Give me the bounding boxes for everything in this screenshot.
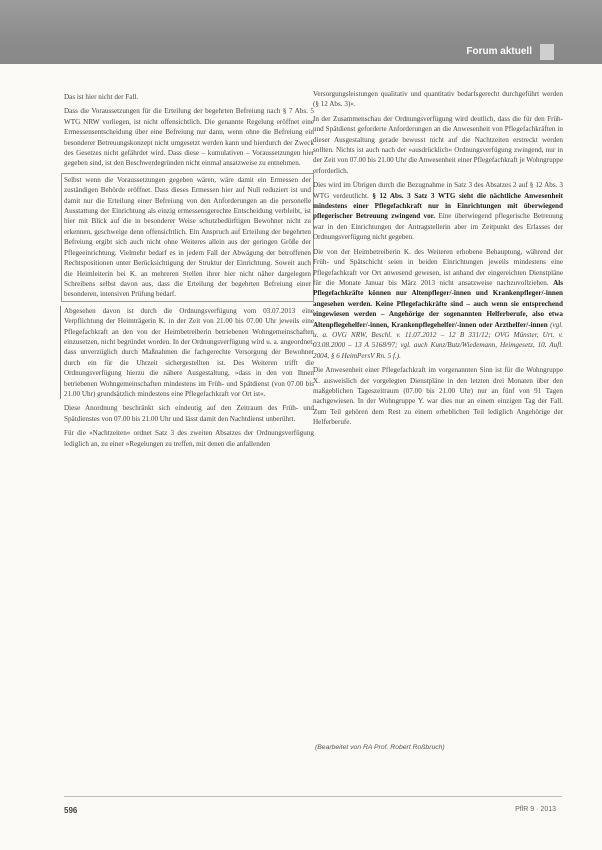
- text-segment: Die von der Heimbetreiberin K. des Weiteren erhobene Behauptung, während der Früh- und Spätschicht seien in beiden Einrichtungen jeweils mindestens eine Pflegefachkraft vor Ort anwesend gewesen, ist anhand der eingereichten Dienstpläne für die Monate Januar bis März 2013 nicht ansatzweise nachzuvollziehen.: [313, 247, 563, 287]
- paragraph: Dass die Voraussetzungen für die Erteilung der begehrten Befreiung nach § 7 Abs. 5 WTG NRW vorliegen, ist nicht offensichtlich. Die genannte Regelung eröffnet eine Ermessensentscheidung über eine Befreiung nur dann, wenn ohne die Befreiung ein besonderer Betreuungskonzept nicht umgesetzt werden kann und hierdurch der Zweck des Gesetzes nicht gefährdet wird. Dass diese – kumulativen – Voraussetzungen hier gegeben sind, ist den Beschwerdegründen nicht einmal ansatzweise zu entnehmen.: [64, 107, 314, 168]
- right-column: [313, 89, 563, 432]
- left-column: [64, 92, 314, 453]
- paragraph: In der Zusammenschau der Ordnungsverfügung wird deutlich, dass die für den Früh- und Spätdienst geforderte Anforderungen an die Anwesenheit von Pflegefachkräften in dieser Ausgestaltung gerade bewusst nicht auf die Nachtzeiten erstreckt werden sollten. Nichts ist auch nach der »ausdrücklich« Ordnungsverfügung zwingend, nur in der Zeit von 07.00 bis 21.00 Uhr die Anwesenheit einer Pflegefachkraft je Wohngruppe erforderlich.: [313, 114, 563, 175]
- text-segment: (vgl. u. a. OVG NRW, Beschl. v. 11.07.2012 – 12 B 331/12; OVG Münster, Urt. v. 03.08.2000 – 13 A 5168/97; vgl. auch Kunz/Butz/Wiedemann, Heimgesetz, 10. Aufl. 2004, § 6 HeimPersV Rn. 5 f.).: [313, 320, 563, 360]
- paragraph: Abgesehen davon ist durch die Ordnungsverfügung vom 03.07.2013 eine Verpflichtung der Heimträgerin K. in der Zeit von 21.00 bis 07.00 Uhr jeweils eine Pflegefachkraft an den von der Heimbetreiberin betriebenen Wohngemeinschaften einzusetzen, nicht begründet worden. In der Ordnungsverfügung wird u. a. angeordnet, dass unverzüglich durch Maßnahmen die fachgerechte Versorgung der Bewohner durch ein für die Uhrzeit sichergestellten ist. Des Weiteren trifft die Ordnungsverfügung hierzu die nähere Ausgestaltung, »dass in den von Ihnen betriebenen Wohngemeinschaften mindestens im Früh- und Spätdienst (von 07.00 bis 21.00 Uhr) grundsätzlich mindestens eine Pflegefachkraft vor Ort ist«.: [60, 306, 314, 400]
- paragraph: Selbst wenn die Voraussetzungen gegeben wären, wäre damit ein Ermessen der zuständigen Behörde eröffnet. Dass dieses Ermessen hier auf Null reduziert ist und damit nur die Erteilung einer Befreiung von den Anforderungen an die personelle Ausstattung der Einrichtung als einzig ermessensgerechte Entscheidung verbleibt, ist hier mit Blick auf die in besonderer Weise schutzbedürftigen Bewohner nicht zu erkennen, geschweige denn offensichtlich. Ein Anspruch auf Erteilung der begehrten Befreiung ergibt sich auch nicht ohne Weiteres allein aus der geringen Größe der Pflegeeinrichtung. Vielmehr bedarf es in jedem Fall der Abwägung der betroffenen Rechtspositionen unter Berücksichtigung der Struktur der Einrichtung. Soweit auch die Heimleiterin bei K. an mehreren Stellen ihrer hier nicht näher dargelegten Schreibens selbst davon aus, dass die Erteilung der begehrten Befreiung einer besonderen, intensiven Prüfung bedarf.: [61, 173, 314, 302]
- bold-text-segment: § 12 Abs. 3 Satz 3 WTG sieht die nächtliche Anwesenheit mindestens einer Pflegefachkraft nur in Einrichtungen mit überwiegend pflegerischer Betreuung zwingend vor.: [313, 191, 563, 221]
- section-title: Forum aktuell: [466, 46, 532, 57]
- footer-rule: [64, 796, 562, 797]
- text-segment: Eine überwiegend pflegerische Betreuung war in den Einrichtungen der Antragstellerin aber im Zeitpunkt des Erlasses der Ordnungsverfügung nicht gegeben.: [313, 212, 563, 242]
- section-marker: [540, 44, 554, 60]
- journal-reference: PflR 9 · 2013: [515, 806, 556, 813]
- paragraph: Versorgungsleistungen qualitativ und quantitativ bedarfsgerecht durchgeführt werden (§ 12 Abs. 3)«.: [313, 90, 563, 109]
- paragraph: [313, 247, 563, 361]
- paragraph: [313, 180, 563, 242]
- page-number: 596: [64, 806, 78, 815]
- text-segment: Dies wird im Übrigen durch die Bezugnahme in Satz 3 des Absatzes 2 auf § 12 Abs. 3 WTG verdeutlicht.: [313, 181, 563, 200]
- bold-text-segment: Als Pflegefachkräfte können nur Altenpfleger/-innen und Krankenpfleger/-innen angesehen werden. Keine Pflegefachkräfte sind – auch wenn sie entsprechend eingewiesen werden – Angehörige der sogenannten Helferberufe, also etwa Altenpflegehelfer/-innen, Krankenpflegehelfer/-innen oder Arzthelfer/-innen: [313, 278, 563, 329]
- editor-note: (Bearbeitet von RA Prof. Robert Roßbruch): [315, 744, 445, 751]
- paragraph: Das ist hier nicht der Fall.: [64, 93, 139, 101]
- paragraph: Für die »Nachtzeiten« ordnet Satz 3 des zweiten Absatzes der Ordnungsverfügung lediglich an, zu einer »Regelungen zu treffen, mit denen die anfallenden: [64, 429, 314, 448]
- paragraph: Die Anwesenheit einer Pflegefachkraft im vorgenannten Sinn ist für die Wohngruppe X. ausweislich der vorgelegten Dienstpläne in den letzten drei Monaten über den maßgeblichen Tageszeitraum (07.00 bis 21.00 Uhr) nur an fünf von 91 Tagen nachgewiesen. In der Wohngruppe Y. war dies nur an einem einzigen Tag der Fall. Zum Teil gehören dem Rest zu einem erheblichen Teil lediglich Angehörige der Helferberufe.: [313, 366, 563, 427]
- paragraph: Diese Anordnung beschränkt sich eindeutig auf den Zeitraum des Früh- und Spätdienstes von 07.00 bis 21.00 Uhr und lässt damit den Nachtdienst unberührt.: [64, 404, 314, 423]
